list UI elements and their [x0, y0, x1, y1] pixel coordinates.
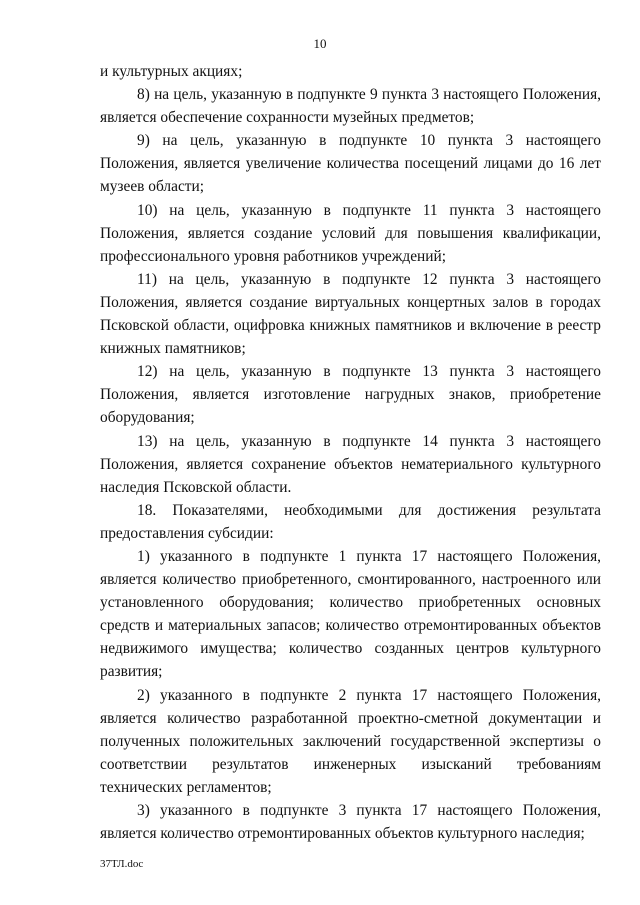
paragraph-indicator-2: 2) указанного в подпункте 2 пункта 17 настоящего Положения, является количество разработанной проектно-сметной документации и полученных положительных заключений государственной экспертизы о соответствии результатов инженерных изысканий требованиям технических регламентов; — [100, 686, 601, 796]
paragraph-item-9: 9) на цель, указанную в подпункте 10 пункта 3 настоящего Положения, является увеличение количества посещений лицами до 16 лет музеев области; — [100, 132, 601, 196]
paragraph-item-11: 11) на цель, указанную в подпункте 12 пункта 3 настоящего Положения, является создание виртуальных концертных залов в городах Псковской области, оцифровка книжных памятников и включение в реестр книжных памятников; — [100, 270, 601, 358]
page-number: 10 — [313, 36, 327, 51]
paragraph-indicator-1: 1) указанного в подпункте 1 пункта 17 настоящего Положения, является количество приобретенного, смонтированного, настроенного или установленного оборудования; количество приобретенных основных средств и материальных запасов; количество отремонтированных объектов недвижимого имущества; количество созданных центров культурного развития; — [100, 547, 601, 681]
paragraph-section-18: 18. Показателями, необходимыми для достижения результата предоставления субсидии: — [100, 501, 601, 542]
footer-filename: 37ТЛ.doc — [100, 858, 144, 870]
paragraph-item-10: 10) на цель, указанную в подпункте 11 пункта 3 настоящего Положения, является создание условий для повышения квалификации, профессионального уровня работников учреждений; — [100, 201, 601, 265]
paragraph-item-8: 8) на цель, указанную в подпункте 9 пункта 3 настоящего Положения, является обеспечение сохранности музейных предметов; — [100, 86, 601, 127]
paragraph-indicator-3: 3) указанного в подпункте 3 пункта 17 настоящего Положения, является количество отремонтированных объектов культурного наследия; — [100, 802, 601, 843]
paragraph-item-13: 13) на цель, указанную в подпункте 14 пункта 3 настоящего Положения, является сохранение объектов нематериального культурного наследия Псковской области. — [100, 432, 601, 496]
paragraph-continuation: и культурных акциях; — [100, 63, 243, 80]
document-body — [100, 60, 601, 845]
paragraph-item-12: 12) на цель, указанную в подпункте 13 пункта 3 настоящего Положения, является изготовление нагрудных знаков, приобретение оборудования; — [100, 363, 601, 427]
